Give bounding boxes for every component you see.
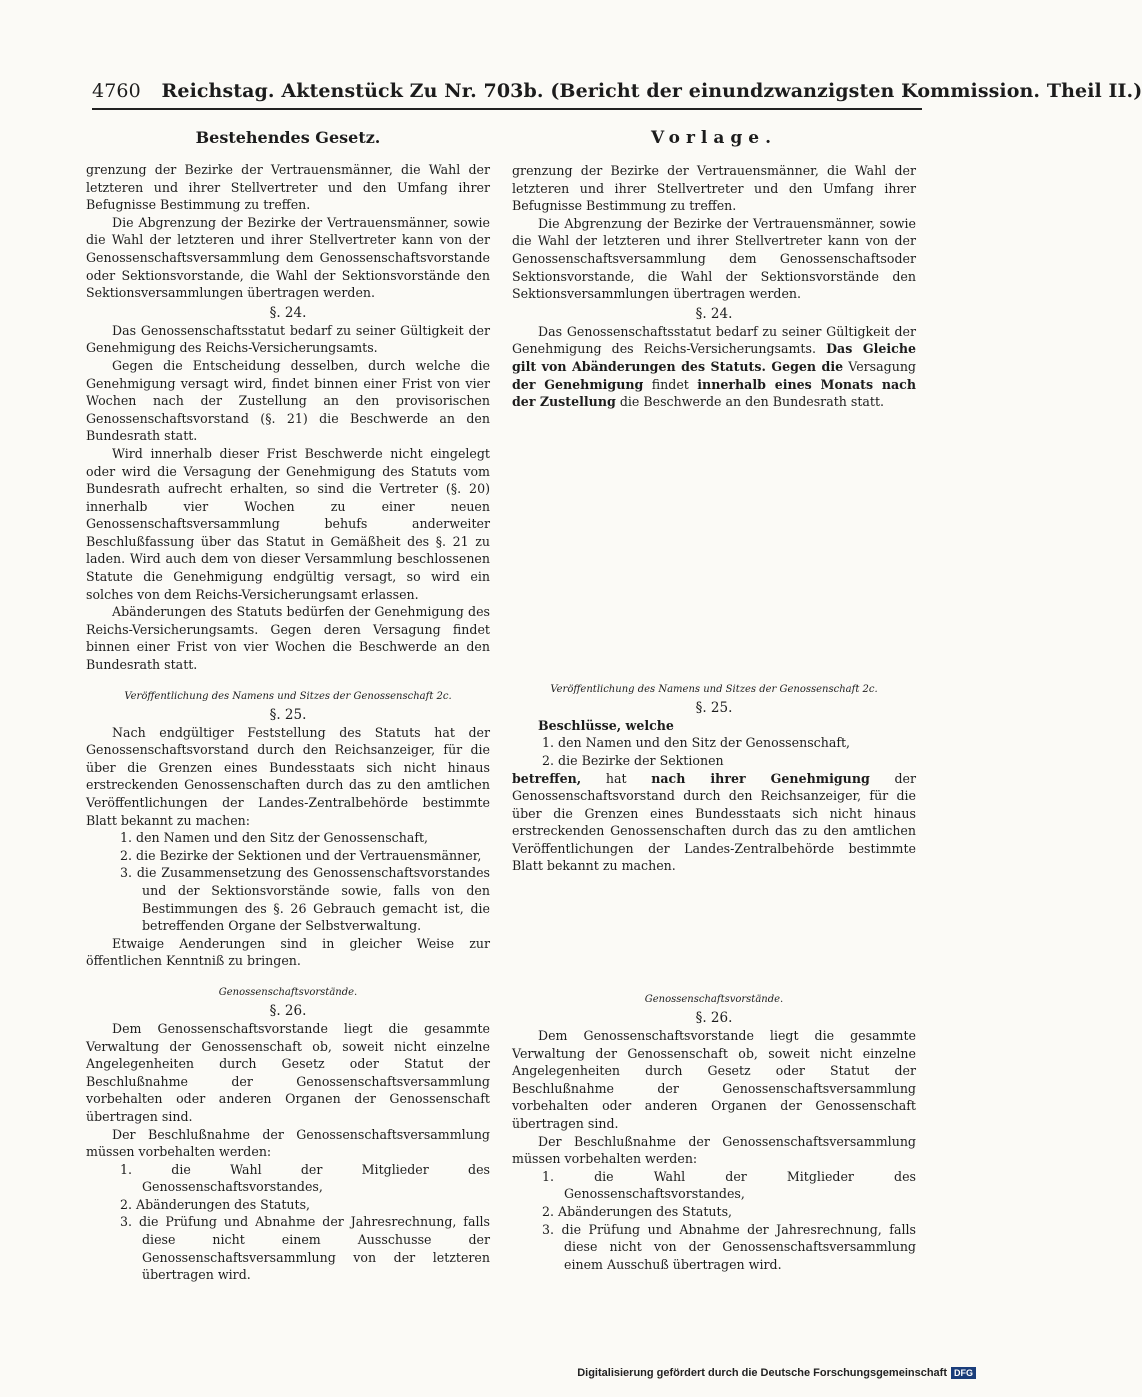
numbered-list — [86, 1161, 490, 1284]
list-item: 2. Abänderungen des Statuts, — [120, 1196, 311, 1212]
paragraph: Dem Genossenschaftsvorstande liegt die gesammte Verwaltung der Genossenschaft ob, soweit nicht einzelne Angelegenheiten durch Gesetz oder Statut der Beschlußnahme der Genossenschaftsversammlung vorbehalten oder anderen Organen der Genossenschaft übertragen sind. — [86, 1020, 490, 1124]
column-heading-existing-law: Bestehendes Gesetz. — [195, 128, 381, 147]
paragraph: Gegen die Entscheidung desselben, durch welche die Genehmigung versagt wird, findet binnen einer Frist von vier Wochen nach der Zustellung an den provisorischen Genossenschaftsvorstand (§. 21) die Beschwerde an den Bundesrath statt. — [86, 357, 490, 444]
section-number: §. 24. — [269, 304, 307, 321]
section-number: §. 26. — [695, 1010, 733, 1027]
section-rubric: Veröffentlichung des Namens und Sitzes der Genossenschaft 2c. — [124, 690, 452, 702]
numbered-list — [512, 734, 916, 769]
list-item: 2. die Bezirke der Sektionen — [542, 752, 724, 768]
paragraph: Der Beschlußnahme der Genossenschaftsversammlung müssen vorbehalten werden: — [512, 1133, 916, 1167]
list-item: 3. die Prüfung und Abnahme der Jahresrechnung, falls diese nicht von der Genossenschaftsversammlung einem Ausschuß übertragen wird. — [542, 1221, 916, 1272]
running-header — [92, 80, 1142, 102]
paragraph: Abänderungen des Statuts bedürfen der Genehmigung des Reichs-Versicherungsamts. Gegen deren Versagung findet binnen einer Frist von vier Wochen die Beschwerde an den Bundesrath statt. — [86, 604, 490, 673]
text-run: Versagung — [848, 358, 916, 374]
list-item: 1. die Wahl der Mitglieder des Genossenschaftsvorstandes, — [120, 1161, 490, 1195]
paragraph: Dem Genossenschaftsvorstande liegt die gesammte Verwaltung der Genossenschaft ob, soweit nicht einzelne Angelegenheiten durch Gesetz oder Statut der Beschlußnahme der Genossenschaftsversammlung vorbehalten oder anderen Organen der Genossenschaft übertragen sind. — [512, 1028, 916, 1132]
paragraph: grenzung der Bezirke der Vertrauensmänner, die Wahl der letzteren und ihrer Stellvertreter und den Umfang ihrer Befugnisse Bestimmung zu treffen. — [512, 163, 916, 214]
digitization-footer — [577, 1367, 976, 1379]
paragraph: Das Genossenschaftsstatut bedarf zu seiner Gültigkeit der Genehmigung des Reichs-Versicherungsamts. — [86, 322, 490, 356]
list-item: 1. den Namen und den Sitz der Genossenschaft, — [120, 830, 429, 846]
header-rule — [92, 108, 922, 110]
paragraph: Wird innerhalb dieser Frist Beschwerde nicht eingelegt oder wird die Versagung der Genehmigung des Statuts vom Bundesrath aufrecht erhalten, so sind die Vertreter (§. 20) innerhalb vier Wochen zu einer neuen Genossenschaftsversammlung behufs anderweiter Beschlußfassung über das Statut in Gemäßheit des §. 21 zu laden. Wird auch dem von dieser Versammlung beschlossenen Statute die Genehmigung endgültig versagt, so wird ein solches von dem Reichs-Versicherungsamt erlassen. — [86, 445, 490, 602]
list-item: 3. die Zusammensetzung des Genossenschaftsvorstandes und der Sektionsvorstände sowie, falls von den Bestimmungen des §. 26 Gebrauch gemacht ist, die betreffenden Organe der Selbstverwaltung. — [120, 865, 490, 934]
amendment-text: betreffen, — [512, 770, 582, 786]
amendment-text: der Genehmigung — [512, 376, 644, 392]
section-number: §. 26. — [269, 1002, 307, 1019]
column-proposal — [512, 128, 916, 1273]
list-item: 3. die Prüfung und Abnahme der Jahresrechnung, falls diese nicht einem Ausschusse der Genossenschaftsversammlung von der letzteren übertragen wird. — [120, 1214, 490, 1283]
paragraph: Der Beschlußnahme der Genossenschaftsversammlung müssen vorbehalten werden: — [86, 1126, 490, 1160]
section-number: §. 25. — [695, 699, 733, 716]
section-rubric: Veröffentlichung des Namens und Sitzes der Genossenschaft 2c. — [550, 683, 878, 695]
list-item: 1. den Namen und den Sitz der Genossenschaft, — [542, 735, 851, 751]
paragraph: Die Abgrenzung der Bezirke der Vertrauensmänner, sowie die Wahl der letzteren und ihrer Stellvertreter kann von der Genossenschaftsversammlung dem Genossenschaftsoder Sektionsvorstande, die Wahl der Sektionsvorstände den Sektionsversammlungen übertragen werden. — [512, 215, 916, 302]
list-item: 2. Abänderungen des Statuts, — [542, 1204, 733, 1219]
section-rubric: Genossenschaftsvorstände. — [644, 994, 784, 1006]
paragraph: Nach endgültiger Feststellung des Statuts hat der Genossenschaftsvorstand durch den Reichsanzeiger, für die über die Grenzen eines Bundesstaats sich nicht hinaus erstreckenden Genossenschaften durch das zu den amtlichen Veröffentlichungen der Landes-Zentralbehörde bestimmte Blatt bekannt zu machen: — [86, 724, 490, 828]
numbered-list — [512, 1168, 916, 1274]
text-run: der Genossenschaftsvorstand durch den Reichsanzeiger, für die über die Grenzen eines Bundesstaats sich nicht hinaus erstreckenden Genossenschaften durch das zu den amtlichen Veröffentlichungen der Landes-Zentralbehörde bestimmte Blatt bekannt zu machen. — [512, 770, 917, 874]
dfg-logo-icon: DFG — [951, 1367, 976, 1379]
list-item: 2. die Bezirke der Sektionen und der Vertrauensmänner, — [120, 847, 482, 863]
page-number: 4760 — [92, 80, 141, 102]
footer-text: Digitalisierung gefördert durch die Deutsche Forschungsgemeinschaft — [577, 1367, 947, 1379]
paragraph: grenzung der Bezirke der Vertrauensmänner, die Wahl der letzteren und ihrer Stellvertreter und den Umfang ihrer Befugnisse Bestimmung zu treffen. — [86, 162, 490, 213]
amendment-text: Beschlüsse, welche — [538, 717, 674, 733]
text-run: hat — [605, 770, 627, 786]
running-title: Reichstag. Aktenstück Zu Nr. 703b. (Bericht der einundzwanzigsten Kommission. Theil II.) — [161, 80, 1142, 102]
amendment-text: innerhalb eines Monats nach der Zustellung — [512, 376, 916, 410]
column-existing-law — [86, 128, 490, 1284]
numbered-list — [86, 829, 490, 935]
paragraph — [512, 770, 916, 876]
section-number: §. 25. — [269, 706, 307, 723]
column-heading-proposal: Vorlage. — [650, 128, 778, 148]
text-run: die Beschwerde an den Bundesrath statt. — [619, 394, 885, 410]
list-item: 1. die Wahl der Mitglieder des Genossenschaftsvorstandes, — [542, 1168, 916, 1202]
paragraph: Etwaige Aenderungen sind in gleicher Weise zur öffentlichen Kenntniß zu bringen. — [86, 935, 490, 969]
paragraph — [512, 323, 916, 411]
paragraph: Die Abgrenzung der Bezirke der Vertrauensmänner, sowie die Wahl der letzteren und ihrer Stellvertreter kann von der Genossenschaftsversammlung dem Genossenschaftsvorstande oder Sektionsvorstande, die Wahl der Sektionsvorstände den Sektionsversammlungen übertragen werden. — [86, 214, 490, 301]
paragraph — [512, 717, 916, 735]
text-run: Das Genossenschaftsstatut bedarf zu seiner Gültigkeit der Genehmigung des Reichs-Versicherungsamts. — [512, 323, 916, 357]
section-rubric: Genossenschaftsvorstände. — [218, 986, 358, 998]
amendment-text: nach ihrer Genehmigung — [651, 770, 870, 786]
amendment-text: Das Gleiche gilt von Abänderungen des Statuts. Gegen die — [512, 341, 916, 374]
section-number: §. 24. — [695, 305, 733, 322]
text-run: findet — [651, 376, 689, 392]
